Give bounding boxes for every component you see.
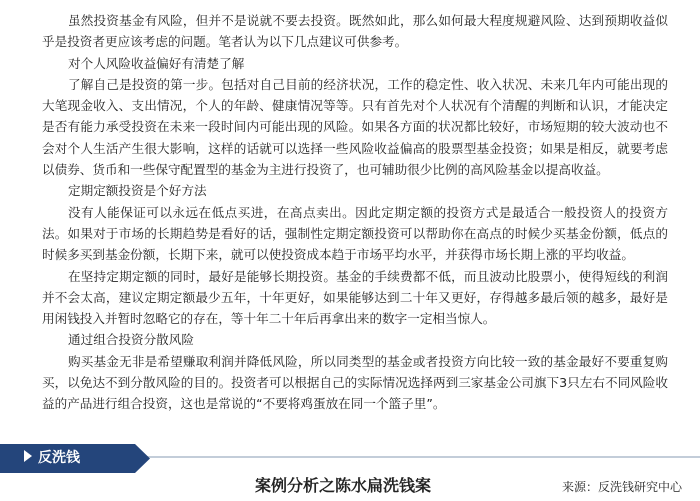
paragraph-long-term: 在坚持定期定额的同时，最好是能够长期投资。基金的手续费都不低，而且波动比股票小，使得短线的利润并不会太高，建议定期定额最少五年，十年更好，如果能够达到二十年又更好，存得越多最后领的越多，最好是用闲钱投入并暂时忽略它的存在，等十年二十年后再拿出来的数字一定相当惊人。 <box>42 268 668 327</box>
case-title: 案例分析之陈水扁洗钱案 <box>255 476 432 495</box>
paragraph-portfolio: 购买基金无非是希望赚取利润并降低风险，所以同类型的基金或者投资方向比较一致的基金最好不要重复购买，以免达不到分散风险的目的。投资者可以根据自己的实际情况选择两到三家基金公司旗下3只左右不同风险收益的产品进行组合投资，这也是常说的“不要将鸡蛋放在同一个篮子里”。 <box>42 353 668 412</box>
intro-paragraph: 虽然投资基金有风险，但并不是说就不要去投资。既然如此，那么如何最大程度规避风险、达到预期收益似乎是投资者更应该考虑的问题。笔者认为以下几点建议可供参考。 <box>42 13 668 50</box>
source-credit: 来源：反洗钱研究中心 <box>561 480 682 494</box>
case-title-row <box>0 475 700 499</box>
subheading-portfolio: 通过组合投资分散风险 <box>68 332 194 348</box>
article-body <box>42 10 668 415</box>
subheading-regular-investment: 定期定额投资是个好方法 <box>68 183 207 199</box>
paragraph-know-yourself: 了解自己是投资的第一步。包括对自己目前的经济状况，工作的稳定性、收入状况、未来几年内可能出现的大笔现金收入、支出情况，个人的年龄、健康情况等等。只有首先对个人状况有个清醒的判断和认识，才能决定是否有能力承受投资在未来一段时间内可能出现的风险。如果各方面的状况都比较好，市场短期的较大波动也不会对个人生活产生很大影响，这样的话就可以选择一些风险收益偏高的股票型基金投资；如果是相反，就要考虑以债券、货币和一些保守配置型的基金为主进行投资了，也可辅助很少比例的高风险基金以提高收益。 <box>42 76 668 178</box>
paragraph-regular-investment: 没有人能保证可以永远在低点买进，在高点卖出。因此定期定额的投资方式是最适合一般投资人的投资方法。如果对于市场的长期趋势是看好的话，强制性定期定额投资可以帮助你在高点的时候少买基金份额，低点的时候多买到基金份额，长期下来，就可以使投资成本趋于市场平均水平，并获得市场长期上涨的平均收益。 <box>42 204 668 263</box>
subheading-risk-preference: 对个人风险收益偏好有清楚了解 <box>68 55 245 71</box>
section-header-bar <box>0 440 700 474</box>
section-label: 反洗钱 <box>38 450 80 466</box>
triangle-bullet-icon <box>24 450 32 462</box>
